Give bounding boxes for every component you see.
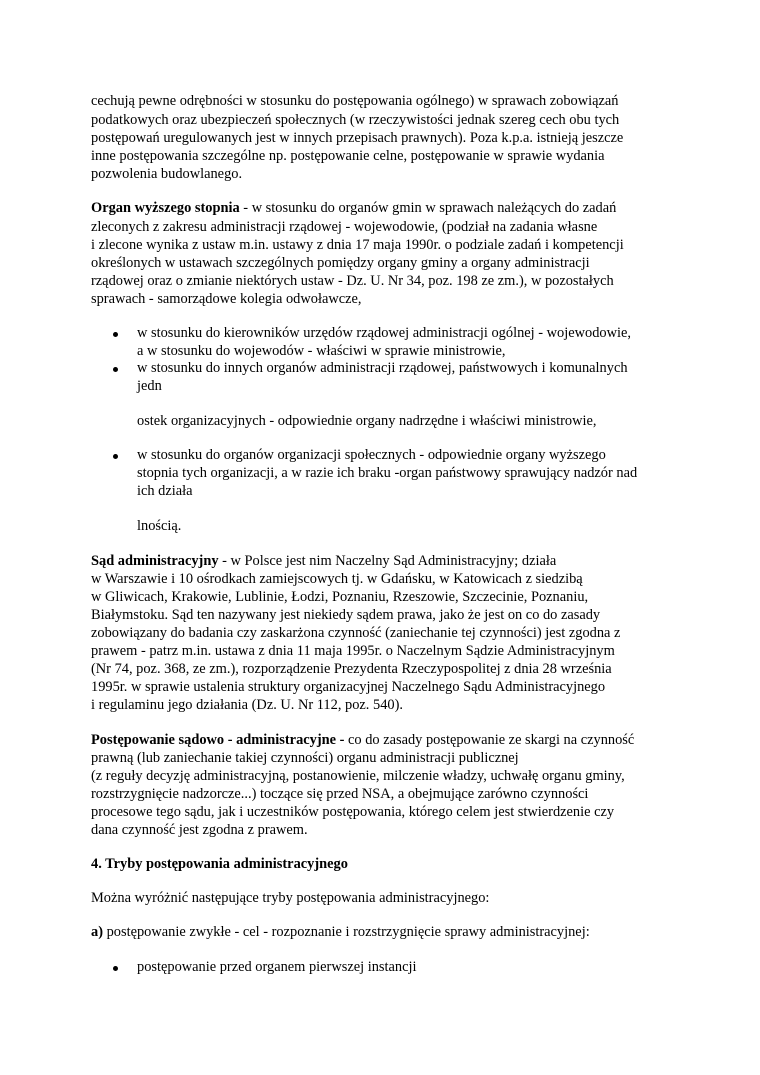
paragraph-line: w Gliwicach, Krakowie, Lublinie, Łodzi, Poznaniu, Rzeszowie, Szczecinie, Poznaniu, (91, 589, 589, 605)
definition-organ-first-line: Organ wyższego stopnia - w stosunku do organów gmin w sprawach należących do zadań (91, 200, 617, 216)
bullet-icon (113, 332, 118, 337)
paragraph-line: rozstrzygnięcie nadzorcze...) toczące się przed NSA, a obejmujące zarówno czynności (91, 786, 589, 802)
paragraph-line: prawem - patrz m.in. ustawa z dnia 11 maja 1995r. o Naczelnym Sądzie Administracyjnym (91, 643, 615, 659)
paragraph-line: 1995r. w sprawie ustalenia struktury organizacyjnej Naczelnego Sądu Administracyjnego (91, 679, 606, 695)
list-item-line: jedn (137, 378, 162, 394)
paragraph-line: prawną (lub zaniechanie takiej czynności) organu administracji publicznej (91, 750, 519, 766)
list-item-line: postępowanie przed organem pierwszej instancji (137, 959, 417, 975)
paragraph-line: rządowej oraz o zmianie niektórych ustaw - Dz. U. Nr 34, poz. 198 ze zm.), w pozostałych (91, 273, 614, 289)
list-item-line: stopnia tych organizacji, a w razie ich braku -organ państwowy sprawujący nadzór nad (137, 465, 638, 481)
paragraph-line: w Warszawie i 10 ośrodkach zamiejscowych tj. w Gdańsku, w Katowicach z siedzibą (91, 571, 583, 587)
list-item-line: lnością. (137, 518, 182, 534)
list-item-line: w stosunku do innych organów administracji rządowej, państwowych i komunalnych (137, 360, 628, 376)
paragraph-line: inne postępowania szczególne np. postępowanie celne, postępowanie w sprawie wydania (91, 148, 605, 164)
section-intro: Można wyróżnić następujące tryby postępowania administracyjnego: (91, 890, 490, 906)
bullet-icon (113, 966, 118, 971)
paragraph-line: pozwolenia budowlanego. (91, 166, 243, 182)
paragraph-line: (z reguły decyzję administracyjną, postanowienie, milczenie władzy, uchwałę organu gminy, (91, 768, 625, 784)
list-item-line: w stosunku do organów organizacji społecznych - odpowiednie organy wyższego (137, 447, 606, 463)
section-heading: 4. Tryby postępowania administracyjnego (91, 856, 348, 872)
paragraph-line: sprawach - samorządowe kolegia odwoławcze, (91, 291, 362, 307)
paragraph-line: procesowe tego sądu, jak i uczestników postępowania, którego celem jest stwierdzenie czy (91, 804, 615, 820)
bullet-icon (113, 367, 118, 372)
paragraph-line: podatkowych oraz ubezpieczeń społecznych (w rzeczywistości jednak szereg cech obu tych (91, 112, 620, 128)
list-item-line: a w stosunku do wojewodów - właściwi w sprawie ministrowie, (137, 343, 506, 359)
term-organ-wyzszego-stopnia: Organ wyższego stopnia (91, 200, 240, 216)
paragraph-line: zleconych z zakresu administracji rządowej - wojewodowie, (podział na zadania własne (91, 219, 598, 235)
paragraph-line: postępowań uregulowanych jest w innych przepisach prawnych). Poza k.p.a. istnieją jeszcze (91, 130, 624, 146)
definition-postepowanie-first-line: Postępowanie sądowo - administracyjne - co do zasady postępowanie ze skargi na czynność (91, 732, 635, 748)
term-postepowanie-sadowo-administracyjne: Postępowanie sądowo - administracyjne - (91, 732, 345, 748)
item-a-line: a) postępowanie zwykłe - cel - rozpoznanie i rozstrzygnięcie sprawy administracyjnej: (91, 924, 590, 940)
paragraph-line: zobowiązany do badania czy zaskarżona czynność (zaniechanie tej czynności) jest zgodna z (91, 625, 621, 641)
paragraph-line: i zlecone wynika z ustaw m.in. ustawy z dnia 17 maja 1990r. o podziale zadań i kompetencji (91, 237, 624, 253)
paragraph-line: cechują pewne odrębności w stosunku do postępowania ogólnego) w sprawach zobowiązań (91, 93, 619, 109)
list-item-line: ich działa (137, 483, 193, 499)
paragraph-line: określonych w ustawach szczególnych pomiędzy organy gminy a organy administracji (91, 255, 590, 271)
paragraph-line: Białymstoku. Sąd ten nazywany jest niekiedy sądem prawa, jako że jest on co do zasady (91, 607, 601, 623)
paragraph-line: dana czynność jest zgodna z prawem. (91, 822, 308, 838)
item-a-label: a) (91, 924, 103, 940)
bullet-icon (113, 454, 118, 459)
paragraph-line: (Nr 74, poz. 368, ze zm.), rozporządzenie Prezydenta Rzeczypospolitej z dnia 28 września (91, 661, 612, 677)
list-item-line: ostek organizacyjnych - odpowiednie organy nadrzędne i właściwi ministrowie, (137, 413, 597, 429)
list-item-line: w stosunku do kierowników urzędów rządowej administracji ogólnej - wojewodowie, (137, 325, 631, 341)
term-sad-administracyjny: Sąd administracyjny (91, 553, 219, 569)
paragraph-line: i regulaminu jego działania (Dz. U. Nr 112, poz. 540). (91, 697, 403, 713)
definition-sad-first-line: Sąd administracyjny - w Polsce jest nim Naczelny Sąd Administracyjny; działa (91, 553, 557, 569)
